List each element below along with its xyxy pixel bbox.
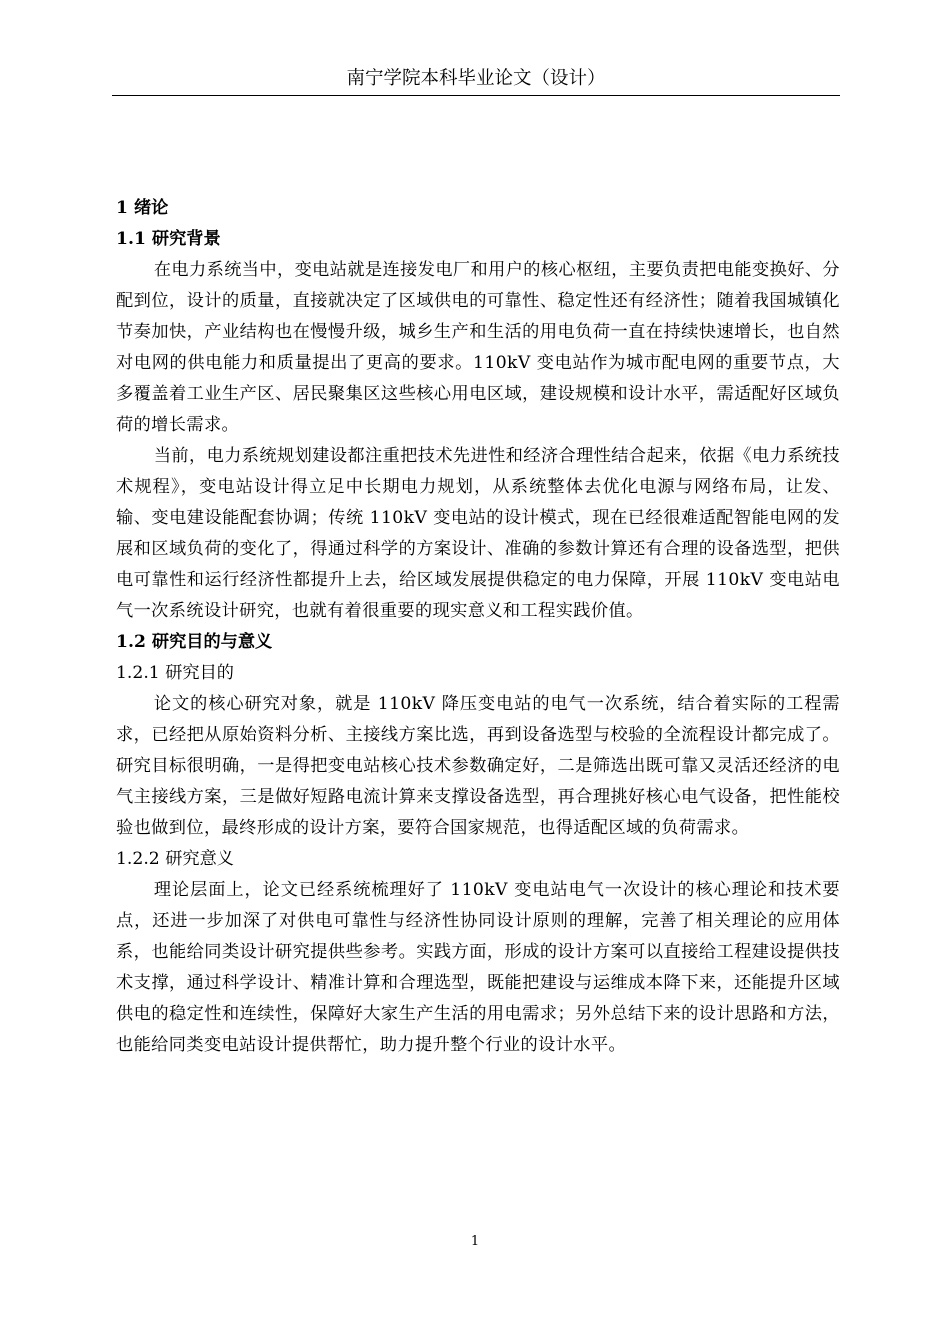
chapter-title: 1 绪论 <box>116 198 169 218</box>
section-title-research-background: 1.1 研究背景 <box>116 229 221 249</box>
body-paragraph: 在电力系统当中，变电站就是连接发电厂和用户的核心枢纽，主要负责把电能变换好、分配到位，设计的质量，直接就决定了区域供电的可靠性、稳定性还有经济性；随着我国城镇化节奏加快，产业结构也在慢慢升级，城乡生产和生活的用电负荷一直在持续快速增长，也自然对电网的供电能力和质量提出了更高的要求。110kV 变电站作为城市配电网的重要节点，大多覆盖着工业生产区、居民聚集区这些核心用电区域，建设规模和设计水平，需适配好区域负荷的增长需求。 <box>116 260 840 435</box>
body-paragraph: 理论层面上，论文已经系统梳理好了 110kV 变电站电气一次设计的核心理论和技术要点，还进一步加深了对供电可靠性与经济性协同设计原则的理解，完善了相关理论的应用体系，也能给同类设计研究提供些参考。实践方面，形成的设计方案可以直接给工程建设提供技术支撑，通过科学设计、精准计算和合理选型，既能把建设与运维成本降下来，还能提升区域供电的稳定性和连续性，保障好大家生产生活的用电需求；另外总结下来的设计思路和方法，也能给同类变电站设计提供帮忙，助力提升整个行业的设计水平。 <box>116 880 840 1055</box>
subsection-title-purpose: 1.2.1 研究目的 <box>116 663 234 683</box>
body-paragraph: 当前，电力系统规划建设都注重把技术先进性和经济合理性结合起来，依据《电力系统技术规程》，变电站设计得立足中长期电力规划，从系统整体去优化电源与网络布局，让发、输、变电建设能配套协调；传统 110kV 变电站的设计模式，现在已经很难适配智能电网的发展和区域负荷的变化了，得通过科学的方案设计、准确的参数计算还有合理的设备选型，把供电可靠性和运行经济性都提升上去，给区域发展提供稳定的电力保障，开展 110kV 变电站电气一次系统设计研究，也就有着很重要的现实意义和工程实践价值。 <box>116 446 840 621</box>
page-number: 1 <box>470 1234 480 1249</box>
page-header-title: 南宁学院本科毕业论文（设计） <box>346 68 606 89</box>
header-divider <box>112 95 840 96</box>
document-body <box>116 193 840 1061</box>
section-title-purpose-significance: 1.2 研究目的与意义 <box>116 632 273 652</box>
body-paragraph: 论文的核心研究对象，就是 110kV 降压变电站的电气一次系统，结合着实际的工程需求，已经把从原始资料分析、主接线方案比选，再到设备选型与校验的全流程设计都完成了。研究目标很明确，一是得把变电站核心技术参数确定好，二是筛选出既可靠又灵活还经济的电气主接线方案，三是做好短路电流计算来支撑设备选型，再合理挑好核心电气设备，把性能校验也做到位，最终形成的设计方案，要符合国家规范，也得适配区域的负荷需求。 <box>116 694 840 838</box>
subsection-title-significance: 1.2.2 研究意义 <box>116 849 234 869</box>
